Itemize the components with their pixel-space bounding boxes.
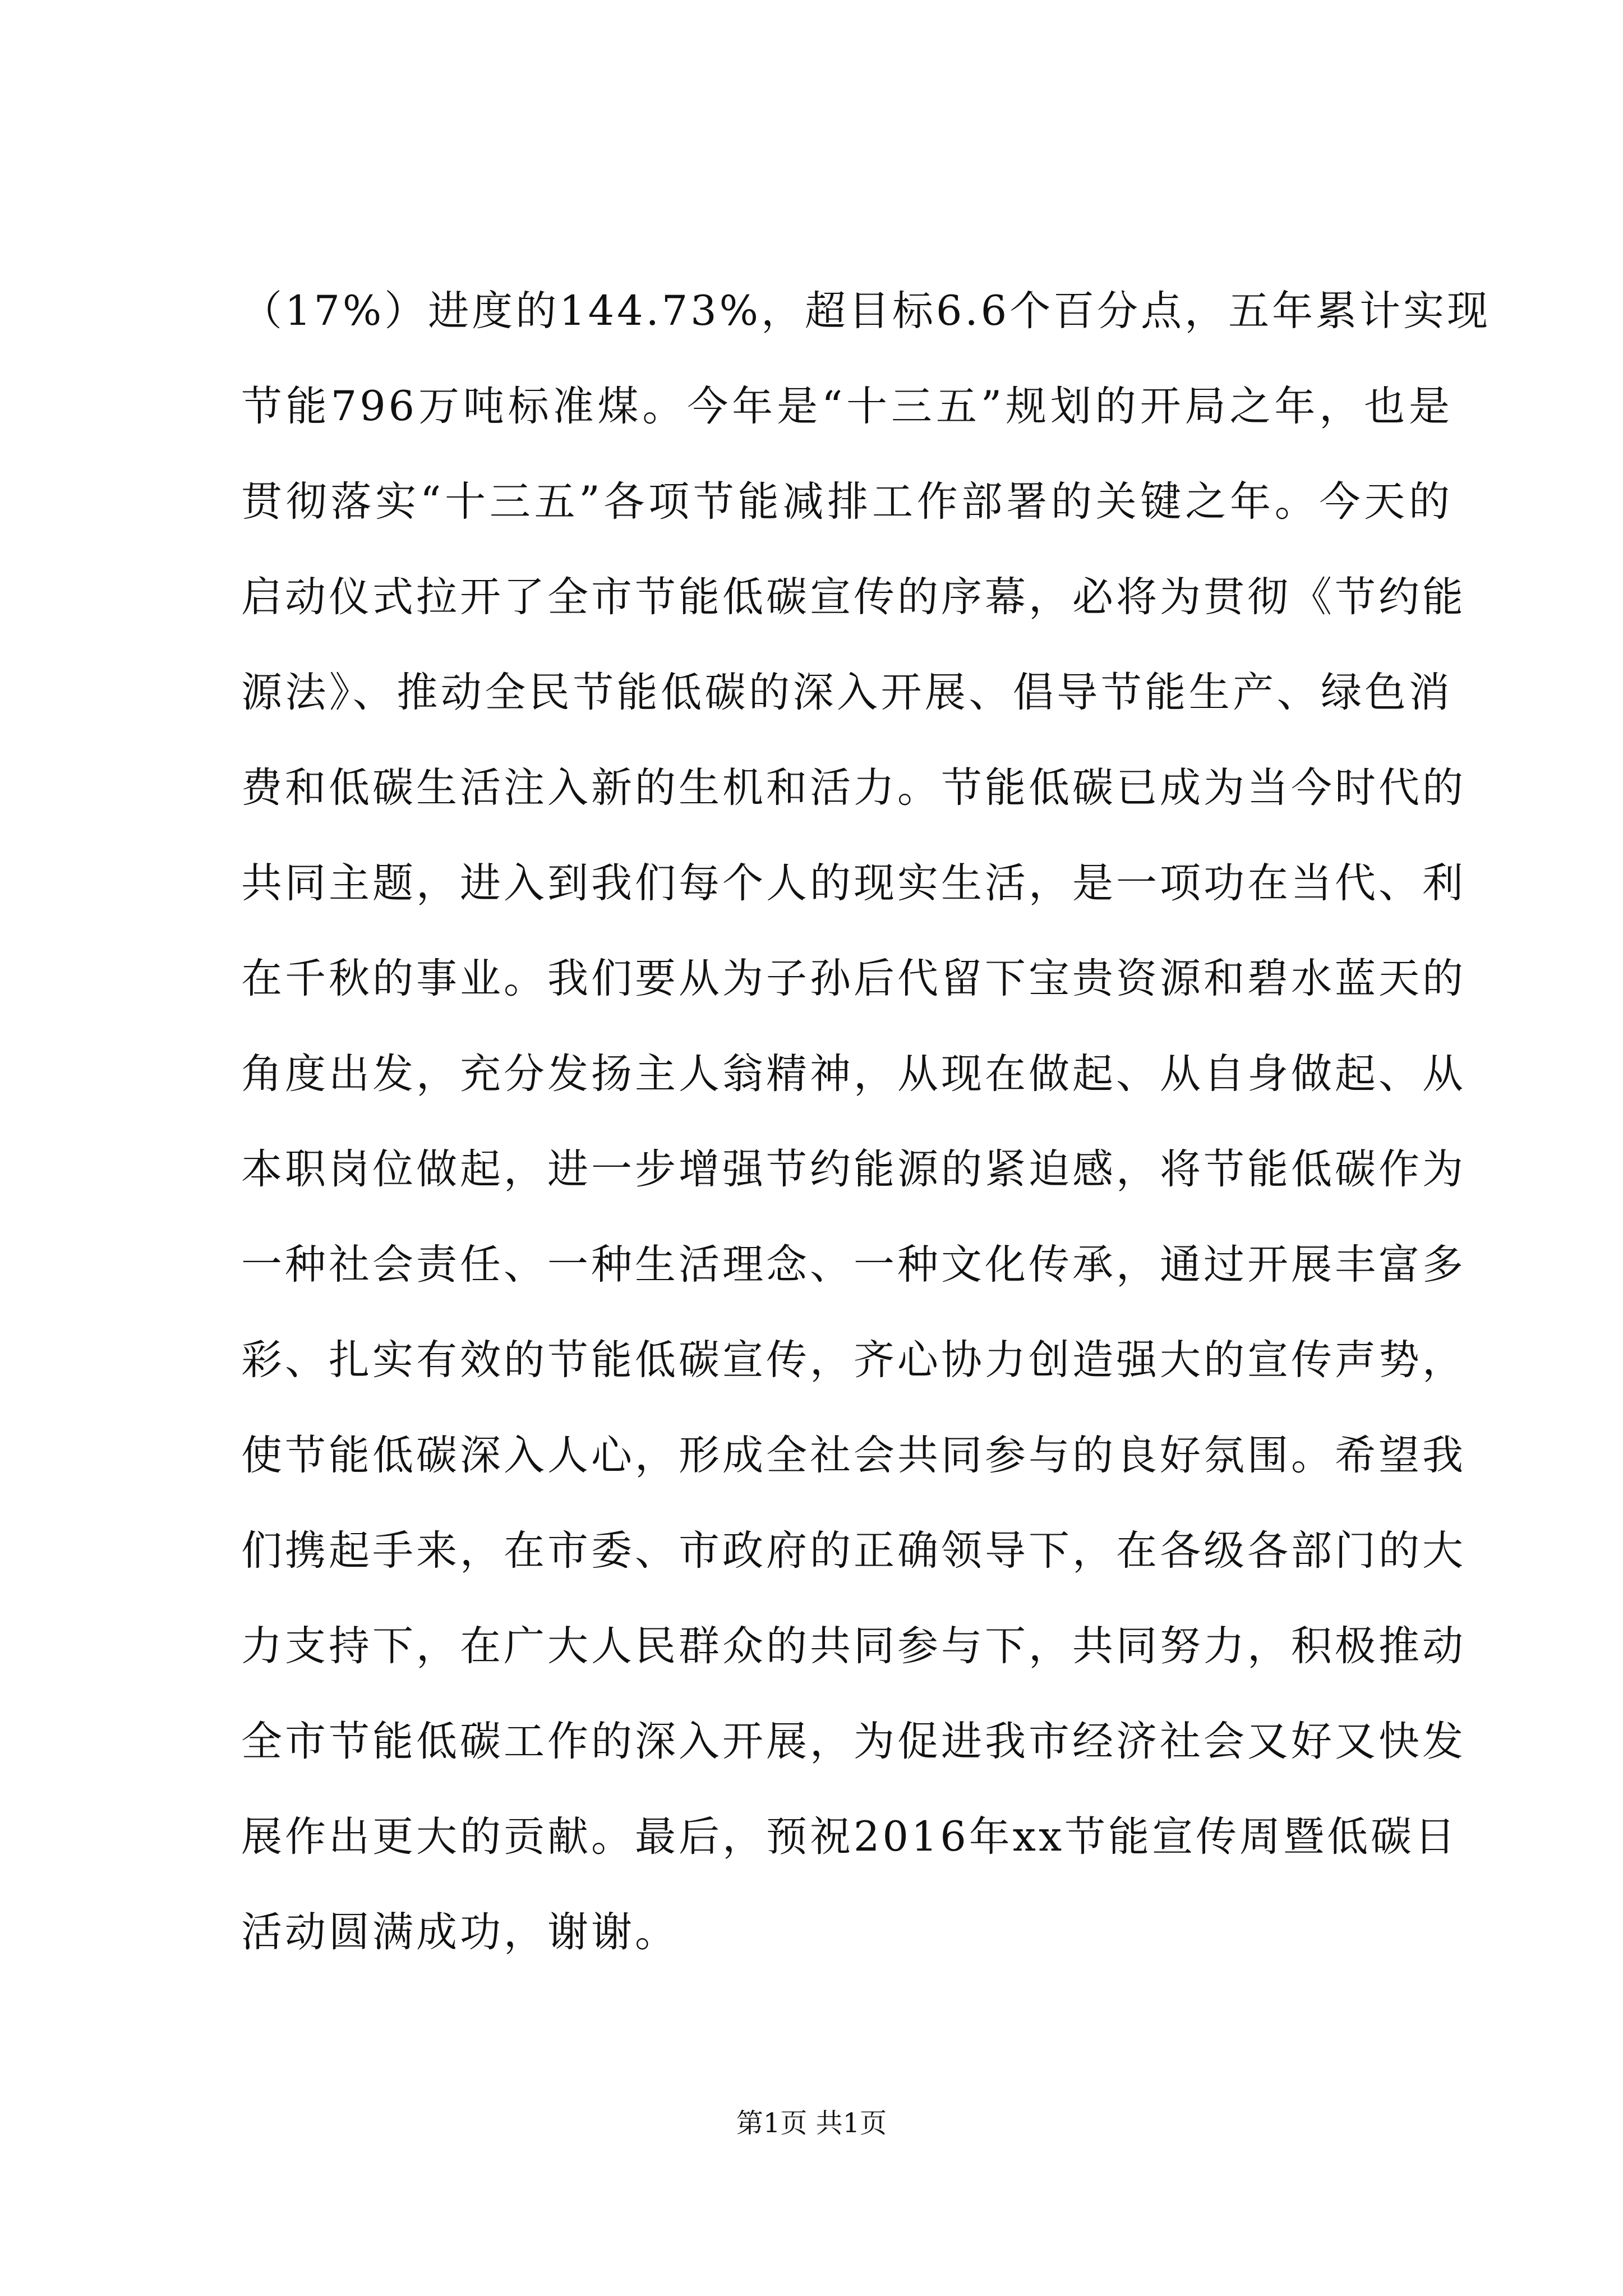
text-line-8: 在千秋的事业。我们要从为子孙后代留下宝贵资源和碧水蓝天的	[241, 955, 1466, 1002]
text-line-11: 一种社会责任、一种生活理念、一种文化传承，通过开展丰富多	[241, 1241, 1466, 1289]
text-line-2: 节能796万吨标准煤。今年是“十三五”规划的开局之年，也是	[241, 383, 1453, 430]
text-line-13: 使节能低碳深入人心，形成全社会共同参与的良好氛围。希望我	[241, 1432, 1466, 1479]
text-line-6: 费和低碳生活注入新的生机和活力。节能低碳已成为当今时代的	[241, 764, 1466, 812]
text-line-4: 启动仪式拉开了全市节能低碳宣传的序幕，必将为贯彻《节约能	[241, 573, 1466, 621]
text-line-12: 彩、扎实有效的节能低碳宣传，齐心协力创造强大的宣传声势，	[241, 1336, 1466, 1384]
body-paragraph	[241, 264, 1491, 1980]
page-number-footer: 第1页 共1页	[736, 2108, 887, 2139]
text-line-17: 展作出更大的贡献。最后，预祝2016年xx节能宣传周暨低碳日	[241, 1813, 1459, 1861]
text-line-3: 贯彻落实“十三五”各项节能减排工作部署的关键之年。今天的	[241, 478, 1453, 526]
text-line-7: 共同主题，进入到我们每个人的现实生活，是一项功在当代、利	[241, 859, 1466, 907]
text-line-1: （17%）进度的144.73%，超目标6.6个百分点，五年累计实现	[241, 287, 1491, 335]
text-line-15: 力支持下，在广大人民群众的共同参与下，共同努力，积极推动	[241, 1622, 1466, 1670]
text-line-18: 活动圆满成功，谢谢。	[241, 1908, 679, 1956]
text-line-16: 全市节能低碳工作的深入开展，为促进我市经济社会又好又快发	[241, 1718, 1466, 1765]
text-line-9: 角度出发，充分发扬主人翁精神，从现在做起、从自身做起、从	[241, 1050, 1466, 1098]
text-line-10: 本职岗位做起，进一步增强节约能源的紧迫感，将节能低碳作为	[241, 1145, 1466, 1193]
text-line-5: 源法》、推动全民节能低碳的深入开展、倡导节能生产、绿色消	[241, 669, 1453, 716]
text-line-14: 们携起手来，在市委、市政府的正确领导下，在各级各部门的大	[241, 1527, 1466, 1575]
